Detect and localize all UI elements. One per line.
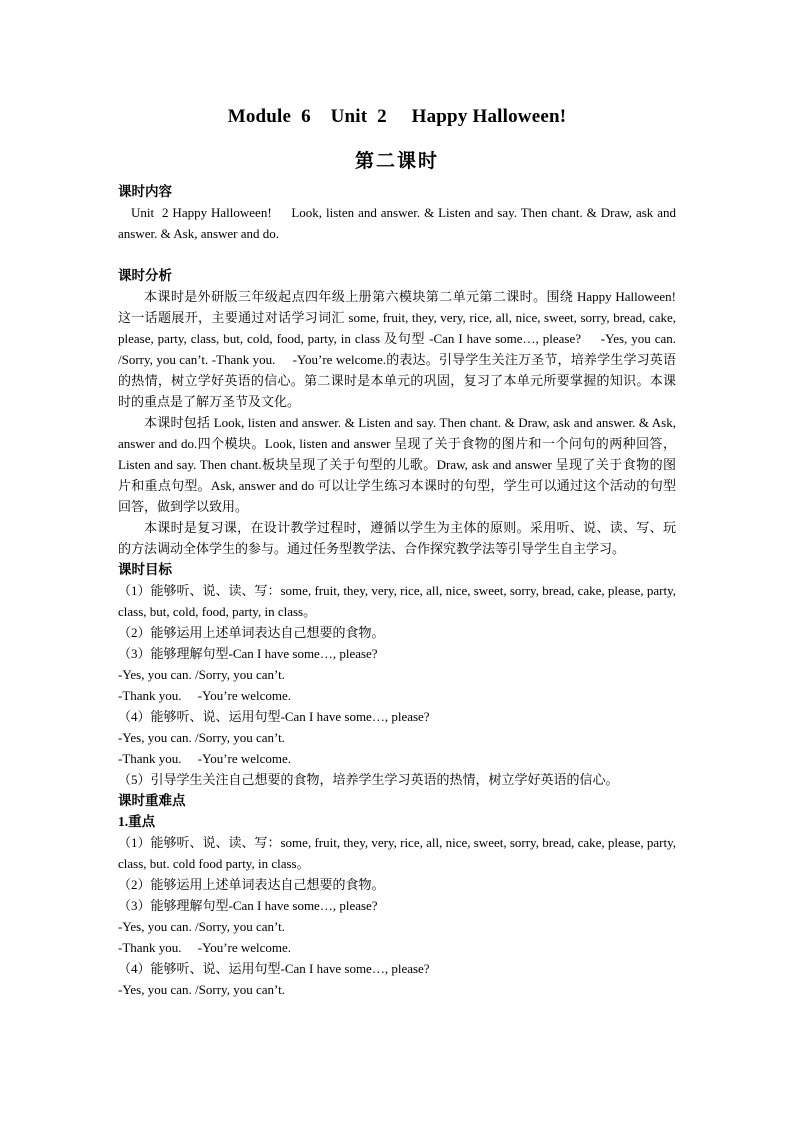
analysis-paragraph-3: 本课时是复习课，在设计教学过程时，遵循以学生为主体的原则。采用听、说、读、写、玩的方法调动全体学生的参与。通过任务型教学法、合作探究教学法等引导学生自主学习。	[118, 520, 676, 556]
keypoint-item-4-answer-1: -Yes, you can. /Sorry, you can’t.	[118, 982, 285, 997]
goal-item-2: （2）能够运用上述单词表达自己想要的食物。	[118, 625, 385, 640]
section-heading-goals: 课时目标	[118, 562, 172, 577]
section-heading-content: 课时内容	[118, 184, 172, 199]
keypoint-item-3-answer-2: -Thank you. -You’re welcome.	[118, 940, 292, 955]
keypoints-subheading: 1.重点	[118, 814, 156, 829]
goal-item-4: （4）能够听、说、运用句型-Can I have some…, please?	[118, 709, 430, 724]
content-paragraph: Unit 2 Happy Halloween! Look, listen and answer. & Listen and say. Then chant. & Draw, ask and answer. & Ask, answer and do.	[118, 205, 680, 241]
goal-item-5: （5）引导学生关注自己想要的食物，培养学生学习英语的热情，树立学好英语的信心。	[118, 772, 619, 787]
lesson-title: Module 6 Unit 2 Happy Halloween!	[227, 106, 567, 127]
document-body	[118, 181, 680, 1000]
keypoint-item-4: （4）能够听、说、运用句型-Can I have some…, please?	[118, 961, 430, 976]
goal-item-3-answer-2: -Thank you. -You’re welcome.	[118, 688, 292, 703]
goal-item-4-answer-1: -Yes, you can. /Sorry, you can’t.	[118, 730, 285, 745]
section-heading-keypoints: 课时重难点	[118, 793, 186, 808]
keypoint-item-1: （1）能够听、说、读、写：some, fruit, they, very, rice, all, nice, sweet, sorry, bread, cake, please, party, class, but. cold food party, in class。	[118, 835, 676, 871]
keypoint-item-3-answer-1: -Yes, you can. /Sorry, you can’t.	[118, 919, 285, 934]
goal-item-4-answer-2: -Thank you. -You’re welcome.	[118, 751, 292, 766]
analysis-paragraph-2: 本课时包括 Look, listen and answer. & Listen and say. Then chant. & Draw, ask and answer. & Ask, answer and do.四个模块。Look, listen and answer 呈现了关于食物的图片和一个问句的两种回答，Listen and say. Then chant.板块呈现了关于句型的儿歌。Draw, ask and answer 呈现了关于食物的图片和重点句型。Ask, answer and do 可以让学生练习本课时的句型，学生可以通过这个活动的句型回答，做到学以致用。	[118, 415, 676, 514]
goal-item-3: （3）能够理解句型-Can I have some…, please?	[118, 646, 378, 661]
section-heading-analysis: 课时分析	[118, 268, 172, 283]
goal-item-1: （1）能够听、说、读、写：some, fruit, they, very, rice, all, nice, sweet, sorry, bread, cake, please, party, class, but, cold, food, party, in class。	[118, 583, 676, 619]
keypoint-item-3: （3）能够理解句型-Can I have some…, please?	[118, 898, 378, 913]
analysis-paragraph-1: 本课时是外研版三年级起点四年级上册第六模块第二单元第二课时。围绕 Happy Halloween! 这一话题展开，主要通过对话学习词汇 some, fruit, they, very, rice, all, nice, sweet, sorry, bread, cake, please, party, class, but, cold, food, party, in class 及句型 -Can I have some…, please? -Yes, you can. /Sorry, you can’t. -Thank you. -You’re welcome.的表达。引导学生关注万圣节，培养学生学习英语的热情，树立学好英语的信心。第二课时是本单元的巩固，复习了本单元所要掌握的知识。本课时的重点是了解万圣节及文化。	[118, 289, 680, 409]
goal-item-3-answer-1: -Yes, you can. /Sorry, you can’t.	[118, 667, 285, 682]
keypoint-item-2: （2）能够运用上述单词表达自己想要的食物。	[118, 877, 385, 892]
lesson-period-title: 第二课时	[354, 151, 439, 172]
